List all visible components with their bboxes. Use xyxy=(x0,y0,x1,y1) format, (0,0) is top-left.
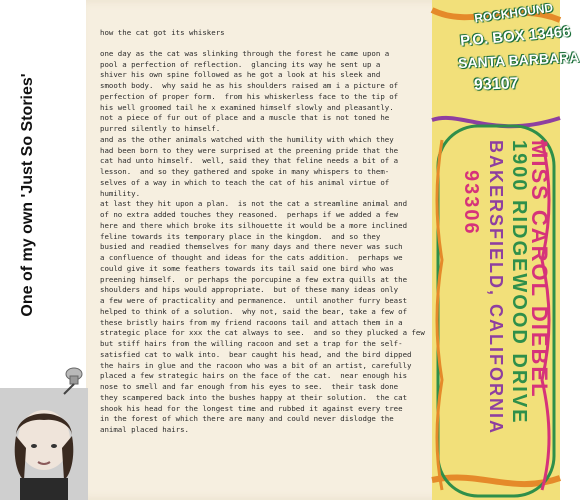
story-line: preening himself. or perhaps the porcupine a few extra quills at the xyxy=(100,274,408,284)
story-line: could give it some feathers towards its tail said one bird who was xyxy=(100,263,394,273)
caption-text: One of my own 'Just So Stories' xyxy=(19,73,36,317)
story-line: they scampered back into the bushes happy at their solution. the cat xyxy=(100,392,408,402)
story-line: not a piece of fur out of place and a muscle that is not toned he xyxy=(100,113,390,123)
story-line: busied and readied themselves for many days and there never was such xyxy=(100,242,403,252)
recipient-city: BAKERSFIELD, CALIFORNIA xyxy=(486,140,506,435)
story-line: helped to think of a solution. why not, said the bear, take a few of xyxy=(100,306,408,316)
portrait-photo xyxy=(0,388,88,500)
story-line: one day as the cat was slinking through the forest he came upon a xyxy=(100,48,390,58)
recipient-zip: 93306 xyxy=(460,170,482,236)
recipient-street: 1900 RIDGEWOOD DRIVE xyxy=(508,140,530,425)
return-label-line1: ROCKHOUND xyxy=(473,0,554,26)
story-line: pool a perfection of reflection. glancing its way he sent up a xyxy=(100,59,381,69)
story-line: but stiff hairs from the willing racoon and set a trap for the self- xyxy=(100,339,403,348)
return-address-line1: P.O. BOX 13466 xyxy=(459,23,572,50)
story-line: a confluence of thought and ideas for the cats addition. perhaps we xyxy=(100,253,403,262)
story-line: his well groomed tail he x examined himself slowly and pleasantly. xyxy=(100,102,394,112)
story-line: shook his head for the longest time and rubbed it against every tree xyxy=(100,403,403,413)
story-line: placed a few strategic hairs on the face of the cat. near enough his xyxy=(100,371,408,381)
story-line: animal placed hairs. xyxy=(100,425,189,434)
story-line: smooth body. why said he as his shoulders raised am i a picture of xyxy=(100,81,399,90)
story-line: purred silently to himself. xyxy=(100,124,221,133)
story-line: selves of a way in which to teach the cat of his animal virtue of xyxy=(100,177,390,187)
story-line: satisfied cat to walk into. bear caught his head, and the bird dipped xyxy=(100,349,412,359)
story-line: strategic place for xxx the cat always to see. and so they plucked a few xyxy=(100,328,425,338)
story-line: here and there which broke its silhouette it would be a more inclined xyxy=(100,220,408,230)
story-line: these bristly hairs from my friend racoons tail and attach them in a xyxy=(100,317,403,327)
story-lines xyxy=(100,48,425,436)
story-line: cat had unto himself. well, said they that feline needs a bit of a xyxy=(100,156,399,166)
recipient-name: MISS CAROL DIEBEL xyxy=(527,140,552,399)
story-line: a few were of practicality and permanence. until another furry beast xyxy=(100,296,408,305)
story-line: lesson. and so they gathered and spoke in many whispers to them- xyxy=(100,167,390,176)
story-line: shoulders and hips would appropriate. but of these many ideas only xyxy=(100,285,399,295)
story-line: humility. xyxy=(100,188,141,198)
story-title: how the cat got its whiskers xyxy=(100,28,225,37)
story-line: of no extra added touches they reasoned. perhaps if we added a few xyxy=(100,210,399,219)
story-line: perfection of proper form. from his whiskerless face to the tip of xyxy=(100,91,399,101)
story-line: and as the other animals watched with the humility with which they xyxy=(100,134,394,144)
story-line: at last they hit upon a plan. is not the cat a streamline animal and xyxy=(100,199,408,209)
story-line: the hairs in glue and the racoon who was a bit of an artist, carefully xyxy=(100,360,412,370)
story-text xyxy=(100,28,425,436)
return-address-zip: 93107 xyxy=(473,75,519,94)
story-line: shiver his own spine followed as he got a look at his sleek and xyxy=(100,70,381,80)
pushpin-icon xyxy=(58,366,86,396)
return-address-line2: SANTA BARBARA xyxy=(457,48,580,72)
story-line: in the forest of which there are many and could never dislodge the xyxy=(100,414,394,424)
decorated-envelope xyxy=(432,0,580,500)
story-line: had been born to they were surprised at the preening pride that the xyxy=(100,145,399,155)
story-line: feline towards its temporary place in the kingdom. and so they xyxy=(100,231,381,241)
story-line: nose to smell and far enough from his eyes to see. their task done xyxy=(100,382,399,391)
